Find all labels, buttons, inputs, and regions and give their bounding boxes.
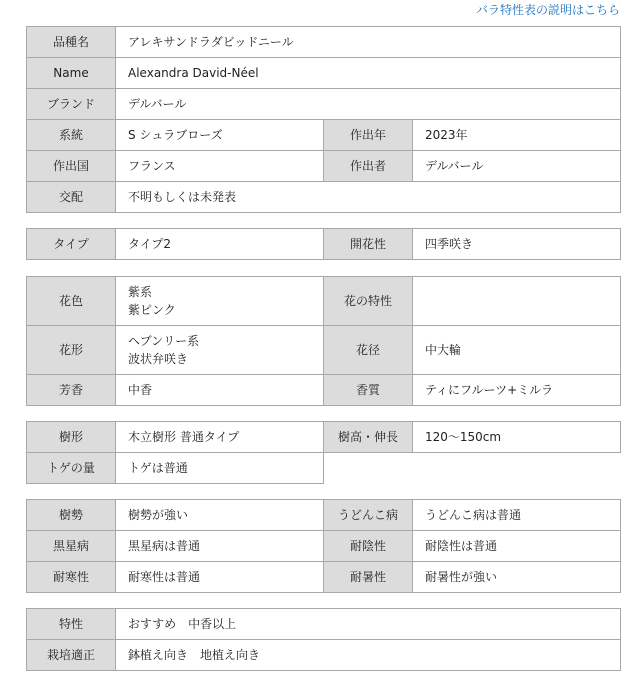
table-row	[27, 422, 621, 453]
thorns-label: トゲの量	[27, 453, 116, 484]
table-row	[27, 277, 621, 326]
name-label: Name	[27, 58, 116, 89]
table-row	[27, 326, 621, 375]
tree-height-value: 120〜150cm	[413, 422, 621, 453]
brand-label: ブランド	[27, 89, 116, 120]
blackspot-value: 黒星病は普通	[116, 531, 324, 562]
parentage-label: 交配	[27, 182, 116, 213]
flower-color-value	[116, 277, 324, 326]
flower-table	[26, 276, 621, 406]
type-label: タイプ	[27, 229, 116, 260]
fragrance-label: 芳香	[27, 375, 116, 406]
table-row	[27, 375, 621, 406]
shade-tolerance-value: 耐陰性は普通	[413, 531, 621, 562]
flower-color-line: 紫ピンク	[128, 303, 176, 317]
bloom-label: 開花性	[324, 229, 413, 260]
mildew-value: うどんこ病は普通	[413, 500, 621, 531]
cultivation-table	[26, 608, 621, 671]
flower-shape-label: 花形	[27, 326, 116, 375]
table-row	[27, 500, 621, 531]
cold-tolerance-value: 耐寒性は普通	[116, 562, 324, 593]
table-row	[27, 151, 621, 182]
flower-size-value: 中大輪	[413, 326, 621, 375]
tree-form-value: 木立樹形 普通タイプ	[116, 422, 324, 453]
scent-type-label: 香質	[324, 375, 413, 406]
tree-height-label: 樹高・伸長	[324, 422, 413, 453]
vigor-value: 樹勢が強い	[116, 500, 324, 531]
flower-color-label: 花色	[27, 277, 116, 326]
tree-form-label: 樹形	[27, 422, 116, 453]
health-table	[26, 499, 621, 593]
bloom-value: 四季咲き	[413, 229, 621, 260]
table-row	[27, 182, 621, 213]
table-row	[27, 453, 621, 484]
suitability-value: 鉢植え向き 地植え向き	[116, 640, 621, 671]
parentage-value: 不明もしくは未発表	[116, 182, 621, 213]
vigor-label: 樹勢	[27, 500, 116, 531]
table-row	[27, 562, 621, 593]
table-row	[27, 609, 621, 640]
table-row	[27, 640, 621, 671]
table-row	[27, 27, 621, 58]
empty-cell	[324, 453, 621, 484]
name-value: Alexandra David-Néel	[116, 58, 621, 89]
flower-shape-value	[116, 326, 324, 375]
flower-feature-label: 花の特性	[324, 277, 413, 326]
traits-value: おすすめ 中香以上	[116, 609, 621, 640]
breeder-value: デルバール	[413, 151, 621, 182]
scent-type-value: ティにフルーツ+ミルラ	[413, 375, 621, 406]
flower-feature-value	[413, 277, 621, 326]
lineage-label: 系統	[27, 120, 116, 151]
table-row	[27, 89, 621, 120]
variety-name-label: 品種名	[27, 27, 116, 58]
basic-info-table	[26, 26, 621, 213]
table-row	[27, 229, 621, 260]
flower-shape-line: 波状弁咲き	[128, 352, 189, 366]
type-table	[26, 228, 621, 260]
shade-tolerance-label: 耐陰性	[324, 531, 413, 562]
country-label: 作出国	[27, 151, 116, 182]
brand-value: デルバール	[116, 89, 621, 120]
flower-shape-line: ヘブンリー系	[128, 334, 200, 348]
cold-tolerance-label: 耐寒性	[27, 562, 116, 593]
rose-traits-guide-link[interactable]: バラ特性表の説明はこちら	[475, 3, 620, 17]
heat-tolerance-value: 耐暑性が強い	[413, 562, 621, 593]
thorns-value: トゲは普通	[116, 453, 324, 484]
table-row	[27, 120, 621, 151]
traits-label: 特性	[27, 609, 116, 640]
breeder-label: 作出者	[324, 151, 413, 182]
blackspot-label: 黒星病	[27, 531, 116, 562]
year-value: 2023年	[413, 120, 621, 151]
mildew-label: うどんこ病	[324, 500, 413, 531]
variety-name-value: アレキサンドラダビッドニール	[116, 27, 621, 58]
table-row	[27, 531, 621, 562]
year-label: 作出年	[324, 120, 413, 151]
table-row	[27, 58, 621, 89]
type-value: タイプ2	[116, 229, 324, 260]
flower-size-label: 花径	[324, 326, 413, 375]
country-value: フランス	[116, 151, 324, 182]
suitability-label: 栽培適正	[27, 640, 116, 671]
heat-tolerance-label: 耐暑性	[324, 562, 413, 593]
fragrance-value: 中香	[116, 375, 324, 406]
tree-table	[26, 421, 621, 484]
flower-color-line: 紫系	[128, 285, 153, 299]
lineage-value: S シュラブローズ	[116, 120, 324, 151]
